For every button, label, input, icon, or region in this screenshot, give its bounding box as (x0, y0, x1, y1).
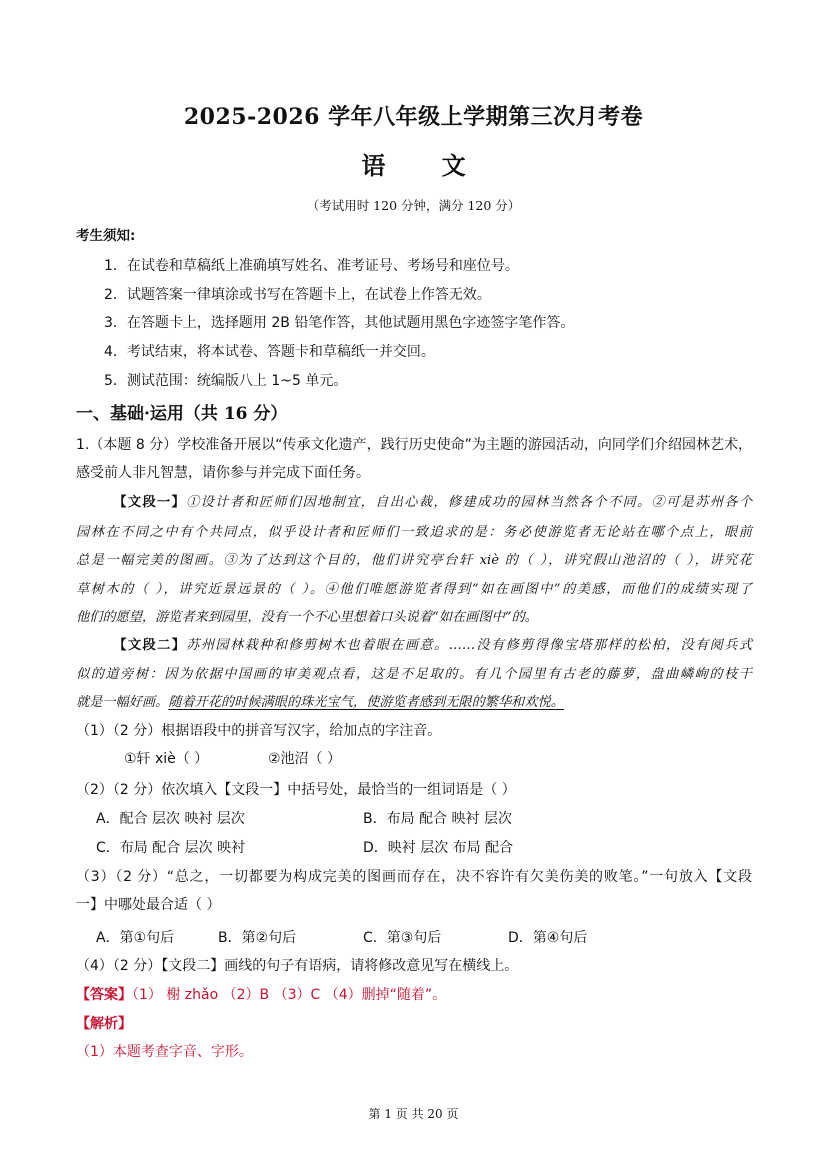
sub3-option-d: D．第④句后 (508, 930, 588, 946)
notice-item: 3．在答题卡上，选择题用 2B 铅笔作答，其他试题用黑色字迹签字笔作答。 (104, 315, 575, 331)
notice-item: 4．考试结束，将本试卷、答题卡和草稿纸一并交回。 (104, 344, 435, 360)
question-intro-line: 1.（本题 8 分）学校准备开展以“传承文化遗产，践行历史使命”为主题的游园活动，向同学们介绍园林艺术， (76, 437, 752, 453)
sub2-option-d: D．映衬 层次 布局 配合 (363, 840, 514, 856)
question-intro-line: 感受前人非凡智慧，请你参与并完成下面任务。 (76, 465, 370, 481)
notice-item: 1．在试卷和草稿纸上准确填写姓名、准考证号、考场号和座位号。 (104, 258, 519, 274)
passage2-underlined-sentence: 随着开花的时候满眼的珠光宝气，使游览者感到无限的繁华和欢悦。 (168, 695, 564, 710)
passage1-line (76, 491, 752, 510)
sub-question-2: （2）（2 分）依次填入【文段一】中括号处，最恰当的一组词语是（ ） (76, 782, 516, 798)
passage1-text: ①设计者和匠师们因地制宜，自出心裁，修建成功的园林当然各个不同。②可是苏州各个 (186, 495, 753, 510)
passage2-label: 【文段二】 (112, 638, 187, 653)
passage2-line (76, 691, 752, 710)
sub1-item: ①轩 xiè（ ） (124, 751, 209, 767)
analysis-item: （1）本题考查字音、字形。 (76, 1044, 253, 1060)
notice-item: 5．测试范围：统编版八上 1~5 单元。 (104, 373, 348, 389)
sub2-option-a: A．配合 层次 映衬 层次 (96, 811, 245, 827)
sub-question-3-cont: 一】中哪处最合适（ ） (76, 897, 221, 913)
subject-title: 语 文 (361, 151, 490, 180)
answer-text: （1） 榭 zhǎo （2）B （3）C （4）删掉“随着”。 (132, 987, 447, 1003)
passage1-line: 草树木的（ ），讲究近景远景的（ ）。④他们唯愿游览者得到“如在画图中”的美感，而他们的成绩实现了 (76, 582, 752, 597)
sub-question-3: （3）（2 分）“总之，一切都要为构成完美的图画而存在，决不容许有欠美伤美的败笔。”一句放入【文段 (76, 869, 752, 885)
exam-info: （考试用时 120 分钟，满分 120 分） (306, 198, 521, 213)
exam-title: 2025-2026 学年八年级上学期第三次月考卷 (183, 104, 644, 130)
sub3-option-b: B．第②句后 (218, 930, 297, 946)
passage1-line: 总是一幅完美的图画。③为了达到这个目的，他们讲究亭台轩 xiè 的（ ），讲究假山池沼的（ ），讲究花 (76, 553, 752, 568)
passage1-line: 园林在不同之中有个共同点，似乎设计者和匠师们一致追求的是：务必使游览者无论站在哪个点上，眼前 (76, 525, 752, 540)
sub2-option-c: C．布局 配合 层次 映衬 (96, 840, 246, 856)
notice-heading: 考生须知: (76, 228, 136, 244)
passage2-line: 似的道旁树：因为依据中国画的审美观点看，这是不足取的。有几个园里有古老的藤萝，盘曲嶙峋的枝干 (76, 667, 752, 682)
passage1-line: 他们的愿望，游览者来到园里，没有一个不心里想着口头说着“如在画图中”的。 (76, 610, 538, 625)
passage1-label: 【文段一】 (112, 495, 187, 510)
sub-question-1: （1）（2 分）根据语段中的拼音写汉字，给加点的字注音。 (76, 723, 442, 739)
section-heading: 一、基础·运用（共 16 分） (76, 404, 288, 424)
sub2-option-b: B．布局 配合 映衬 层次 (363, 811, 512, 827)
answer-label: 【答案】 (76, 987, 132, 1003)
sub3-option-c: C．第③句后 (363, 930, 442, 946)
sub3-option-a: A．第①句后 (96, 930, 175, 946)
sub-question-4: （4）（2 分）【文段二】画线的句子有语病，请将修改意见写在横线上。 (76, 958, 519, 974)
page-footer: 第 1 页 共 20 页 (368, 1107, 459, 1121)
sub1-item: ②池沼（ ） (268, 751, 342, 767)
analysis-label: 【解析】 (76, 1016, 132, 1032)
passage2-line (76, 634, 752, 653)
passage2-text: 苏州园林栽种和修剪树木也着眼在画意。……没有修剪得像宝塔那样的松柏，没有阅兵式 (186, 638, 753, 653)
answer-line (76, 984, 446, 1004)
notice-item: 2．试题答案一律填涂或书写在答题卡上，在试卷上作答无效。 (104, 287, 491, 303)
passage2-plain-text: 就是一幅好画。 (76, 695, 169, 710)
